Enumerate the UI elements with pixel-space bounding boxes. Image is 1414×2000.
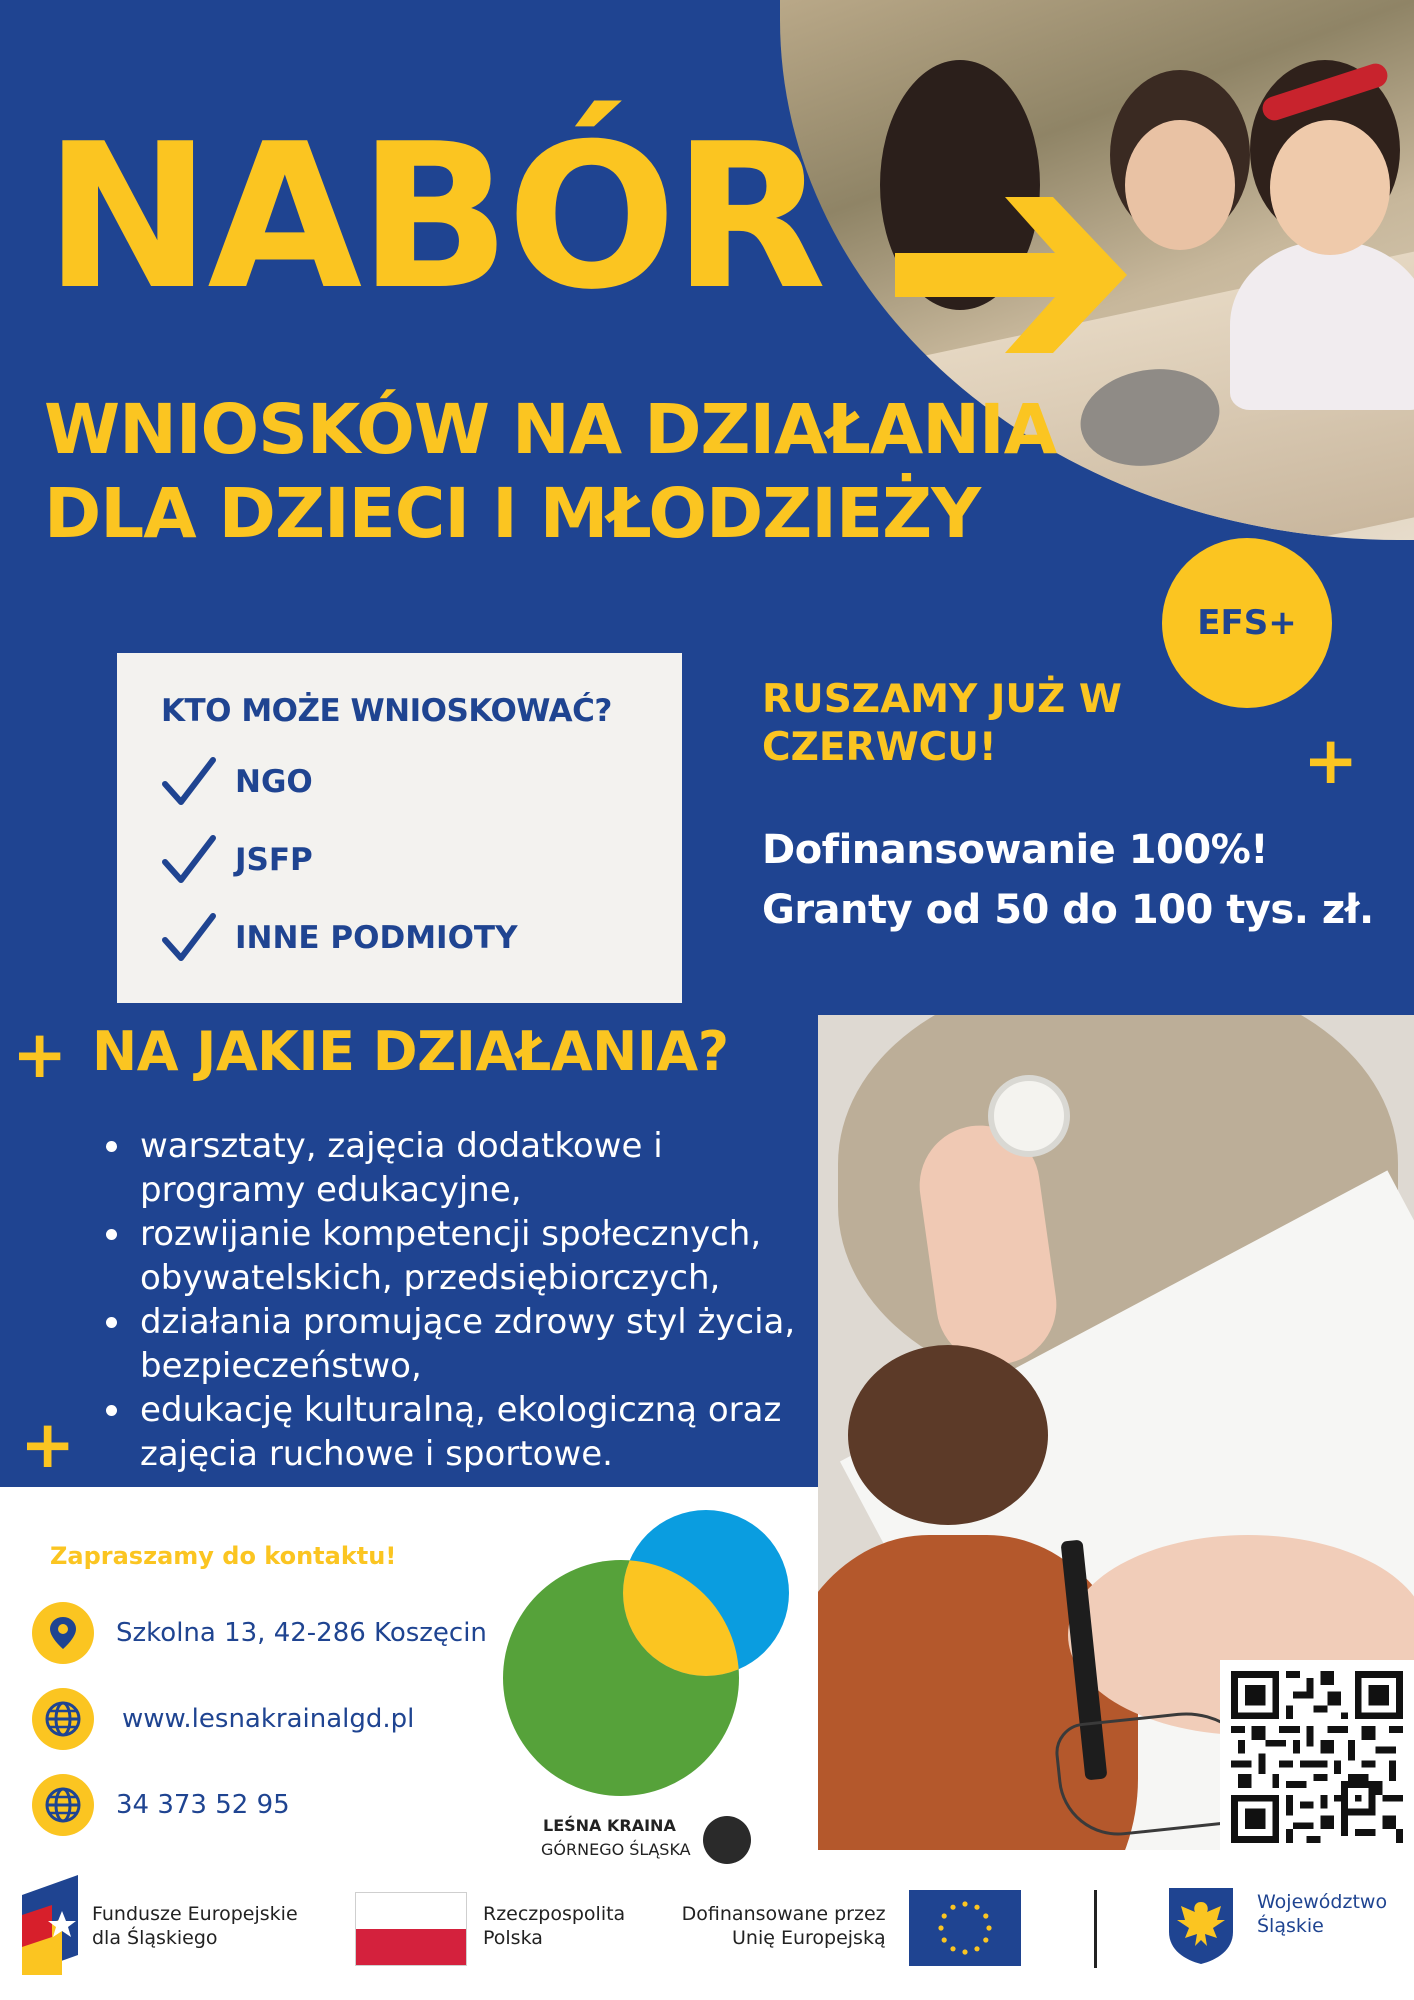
eligibility-item [161,907,518,969]
eligibility-item [161,751,313,813]
eligibility-item-label: JSFP [235,842,313,878]
activities-list [96,1124,816,1476]
fe-line-2: dla Śląskiego [92,1927,218,1949]
plus-icon: + [12,1016,68,1093]
region-label [1257,1890,1387,1938]
funding-line-1: Dofinansowanie 100%! [762,827,1269,873]
start-line-2: CZERWCU! [762,725,997,770]
list-item: edukację kulturalną, ekologiczną oraz zajęcia ruchowe i sportowe. [96,1388,816,1476]
rp-line-2: Polska [483,1927,543,1949]
contact-address [32,1602,487,1664]
rp-label [483,1902,625,1950]
start-announcement [762,676,1122,772]
main-title: NABÓR [44,101,823,334]
eligibility-title: KTO MOŻE WNIOSKOWAĆ? [161,693,612,729]
fe-logo-icon [22,1875,78,1975]
contact-title: Zapraszamy do kontaktu! [50,1542,397,1570]
eligibility-box [117,653,682,1003]
contact-phone [32,1774,290,1836]
qr-code[interactable] [1220,1660,1414,1854]
checkmark-icon [161,832,217,888]
address-text: Szkolna 13, 42-286 Koszęcin [116,1618,487,1648]
list-item: działania promujące zdrowy styl życia, bezpieczeństwo, [96,1300,816,1388]
activities-title: NA JAKIE DZIAŁANIA? [92,1020,729,1083]
checkmark-icon [161,910,217,966]
eligibility-item [161,829,313,891]
efs-badge: EFS+ [1162,538,1332,708]
globe-icon [32,1774,94,1836]
lgd-name: LEŚNA KRAINA [543,1816,676,1835]
subtitle-line-2: DLA DZIECI I MŁODZIEŻY [44,474,981,554]
phone-text: 34 373 52 95 [116,1790,290,1820]
plus-icon: + [1303,722,1359,799]
poland-flag-icon [355,1892,467,1966]
footer-divider [1094,1890,1097,1968]
start-line-1: RUSZAMY JUŻ W [762,677,1122,722]
eu-label [680,1902,886,1950]
map-pin-icon [32,1602,94,1664]
arrow-right-icon [895,185,1165,365]
lgd-logo-overlap [500,1495,800,1865]
list-item: warsztaty, zajęcia dodatkowe i programy edukacyjne, [96,1124,816,1212]
subtitle-line-1: WNIOSKÓW NA DZIAŁANIA [44,390,1057,470]
eligibility-item-label: INNE PODMIOTY [235,920,518,956]
fe-label [92,1902,298,1950]
eu-line-1: Dofinansowane przez [681,1903,886,1925]
funding-line-2: Granty od 50 do 100 tys. zł. [762,887,1374,933]
eagle-crest-icon [1167,1886,1235,1966]
plus-icon: + [20,1406,76,1483]
globe-icon [32,1688,94,1750]
funding-info [762,820,1374,940]
region-line-2: Śląskie [1257,1915,1324,1937]
website-link[interactable]: www.lesnakrainalgd.pl [122,1704,415,1734]
eligibility-item-label: NGO [235,764,313,800]
checkmark-icon [161,754,217,810]
lgd-subname: GÓRNEGO ŚLĄSKA [541,1840,691,1859]
rp-line-1: Rzeczpospolita [483,1903,626,1925]
fe-line-1: Fundusze Europejskie [92,1903,298,1925]
region-line-1: Województwo [1257,1891,1388,1913]
contact-website[interactable] [32,1688,414,1750]
list-item: rozwijanie kompetencji społecznych, obywatelskich, przedsiębiorczych, [96,1212,816,1300]
eu-flag-icon [909,1890,1021,1966]
subtitle [44,388,1056,556]
eu-line-2: Unię Europejską [732,1927,886,1949]
